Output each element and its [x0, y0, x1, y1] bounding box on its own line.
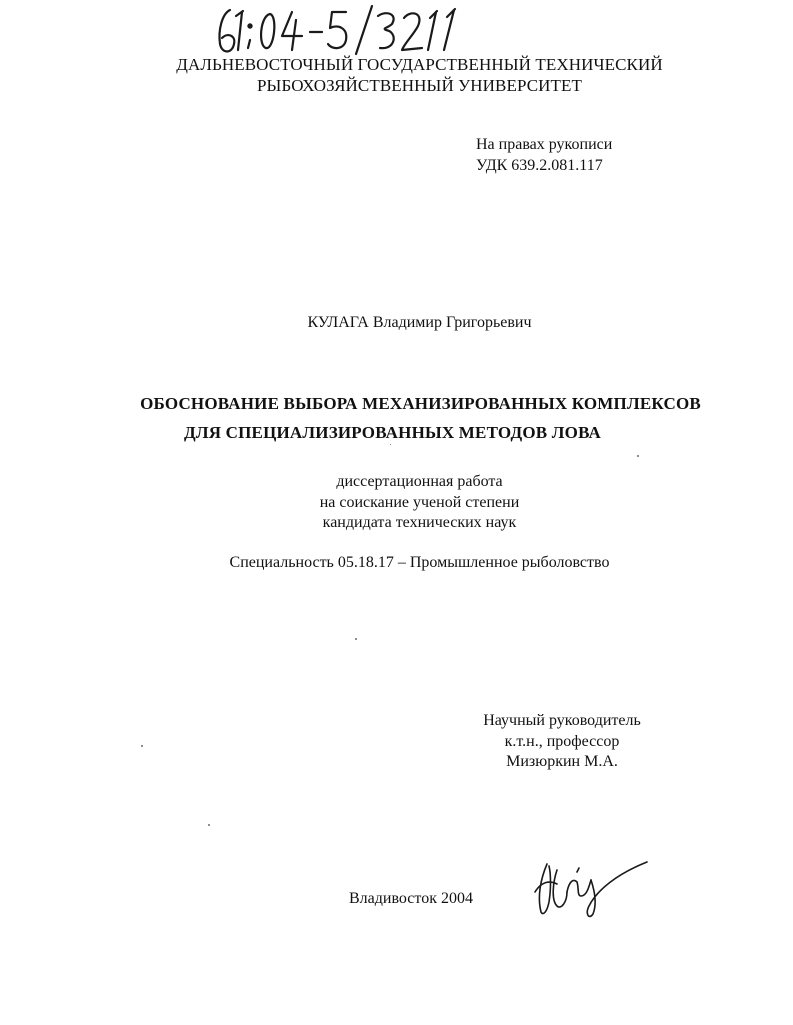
- speciality-line: Специальность 05.18.17 – Промышленное рыболовство: [229, 554, 610, 571]
- udc-code: УДК 639.2.081.117: [476, 157, 603, 174]
- scan-speck: [637, 455, 639, 457]
- scan-speck: [355, 638, 357, 640]
- work-type-line1: диссертационная работа: [336, 473, 503, 490]
- university-name-line2: РЫБОХОЗЯЙСТВЕННЫЙ УНИВЕРСИТЕТ: [256, 76, 583, 95]
- supervisor-degree: к.т.н., профессор: [504, 733, 620, 750]
- dissertation-title-line2: ДЛЯ СПЕЦИАЛИЗИРОВАННЫХ МЕТОДОВ ЛОВА: [183, 423, 602, 442]
- supervisor-name: Мизюркин М.А.: [506, 753, 618, 770]
- work-type-line3: кандидата технических наук: [322, 514, 517, 531]
- handwritten-archive-number: [212, 2, 462, 62]
- dissertation-title-line1: ОБОСНОВАНИЕ ВЫБОРА МЕХАНИЗИРОВАННЫХ КОМПЛЕКСОВ: [140, 394, 701, 413]
- handwritten-signature: [527, 852, 662, 920]
- author-name: КУЛАГА Владимир Григорьевич: [307, 314, 532, 331]
- work-type-line2: на соискание ученой степени: [319, 494, 520, 511]
- supervisor-role: Научный руководитель: [483, 712, 641, 729]
- scan-speck: [208, 824, 210, 826]
- manuscript-rights-note: На правах рукописи: [476, 136, 613, 153]
- scan-speck: [390, 444, 391, 445]
- university-name-line1: ДАЛЬНЕВОСТОЧНЫЙ ГОСУДАРСТВЕННЫЙ ТЕХНИЧЕСКИЙ: [176, 55, 663, 74]
- city-and-year: Владивосток 2004: [349, 890, 473, 907]
- scan-speck: [141, 745, 143, 747]
